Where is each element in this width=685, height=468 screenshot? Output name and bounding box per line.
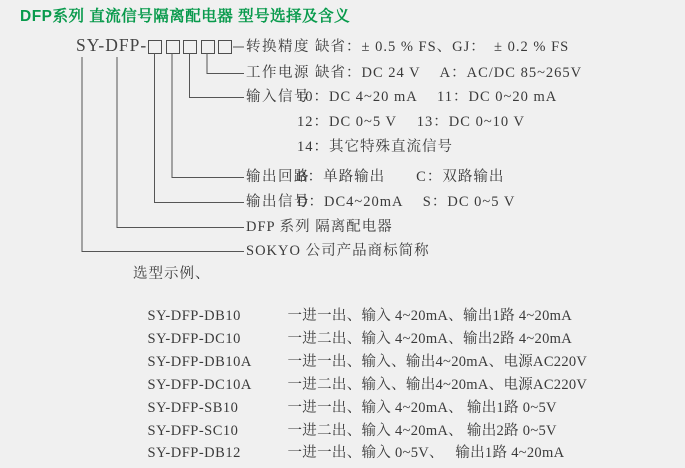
field-power-label: 工作电源 [246, 65, 310, 81]
example-desc: 一进一出、输入 4~20mA、输出1路 4~20mA [287, 308, 572, 324]
example-model: SY-DFP-DB12 [147, 445, 241, 461]
connector-box3-to-input [190, 53, 245, 98]
field-power-options: 缺省：DC 24 V A：AC/DC 85~265V [315, 65, 583, 81]
example-desc: 一进二出、输入、输出4~20mA、电源AC220V [287, 377, 588, 393]
example-model: SY-DFP-SC10 [147, 423, 239, 439]
example-model: SY-DFP-DB10 [147, 308, 241, 324]
field-brand-label: SOKYO 公司产品商标简称 [246, 243, 430, 259]
example-model: SY-DFP-DC10 [147, 331, 241, 347]
field-input-options-2: 12：DC 0~5 V 13：DC 0~10 V [297, 114, 526, 130]
field-input-label: 输入信号 [246, 89, 310, 105]
model-prefix: SY-DFP- [76, 35, 148, 55]
field-output-loop-label: 输出回路 [246, 169, 310, 185]
connector-box1-to-output-signal [155, 53, 245, 203]
field-accuracy-options: 缺省：± 0.5 % FS、GJ： ± 0.2 % FS [315, 39, 570, 55]
connector-dfp-to-series [117, 57, 244, 228]
example-model: SY-DFP-DB10A [147, 354, 252, 370]
field-output-signal-options: D：DC4~20mA S：DC 0~5 V [297, 194, 516, 210]
page-title: DFP系列 直流信号隔离配电器 型号选择及含义 [20, 8, 351, 25]
field-accuracy-label: 转换精度 [246, 39, 310, 55]
example-desc: 一进二出、输入 4~20mA、 输出2路 0~5V [287, 423, 557, 439]
example-model: SY-DFP-DC10A [147, 377, 252, 393]
field-output-loop-options: B：单路输出 C：双路输出 [297, 169, 505, 185]
field-input-options-3: 14：其它特殊直流信号 [297, 139, 453, 155]
examples-heading: 选型示例、 [133, 266, 211, 282]
field-input-options-1: 10：DC 4~20 mA 11：DC 0~20 mA [297, 89, 558, 105]
connector-sy-to-brand [82, 57, 244, 252]
example-row [133, 428, 564, 468]
connector-box4-to-power [207, 53, 244, 74]
example-desc: 一进二出、输入 4~20mA、输出2路 4~20mA [287, 331, 572, 347]
example-desc: 一进一出、输入、输出4~20mA、电源AC220V [287, 354, 588, 370]
example-model: SY-DFP-SB10 [147, 400, 239, 416]
field-series-label: DFP 系列 隔离配电器 [246, 219, 393, 235]
example-desc: 一进一出、输入 4~20mA、 输出1路 0~5V [287, 400, 557, 416]
example-desc: 一进一出、输入 0~5V、 输出1路 4~20mA [287, 445, 565, 461]
connector-box2-to-output-loop [172, 53, 244, 178]
field-output-signal-label: 输出信号 [246, 194, 310, 210]
